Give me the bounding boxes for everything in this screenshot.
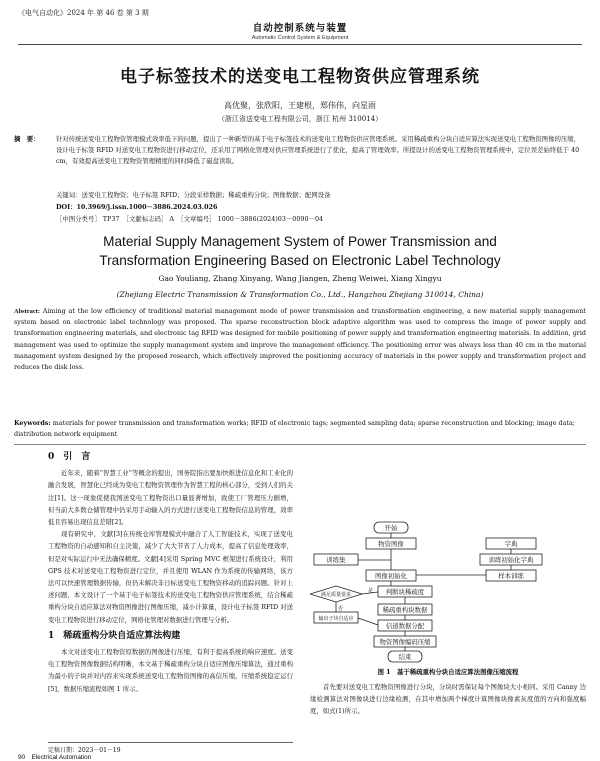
section-title-cn: 自动控制系统与装置 (252, 23, 348, 34)
section-title-en: Automatic Control System & Equipment (251, 35, 349, 41)
flow-init-dict-label: 训练初始化字典 (488, 556, 534, 564)
keywords-cn: 关键词：送变电工程物资；电子标签 RFID；分段采样数据；稀疏重构分块；图像数据；配网设备 (56, 191, 331, 199)
abstract-cn (14, 134, 586, 168)
section-1-paragraph-1: 本文对送变电工程物资原数据的图像进行压缩，有利于提高系统的响应速度。送变电工程物资图像数据结构明晰，本文基于稀疏重构分块自适应图像压缩算法，通过重构为最小的子块并对内容来实现系统送变电工程物资图像的高信压缩，压缩系统稳定运行[5]，数据压缩流程如图 1 所示。 (48, 648, 293, 693)
abstract-divider (14, 444, 586, 445)
section-0-heading: 0 引 言 (48, 452, 91, 462)
authors-en: Gao Youliang, Zhang Xinyang, Wang Jiangen, Zheng Weiwei, Xiang Xingyu (158, 274, 442, 283)
keywords-en-text: materials for power transmission and transformation works; RFID of electronic tags; segmented sampling data; sparse reconstruction and blocking; image data; distribution network equipment (14, 419, 575, 439)
abstract-en-label: Abstract: (14, 308, 40, 315)
affiliation-cn: （浙江省送变电工程有限公司，浙江 杭州 310014） (217, 115, 383, 123)
section-0-paragraph-2: 现有研究中，文献[3]在传统仓库管理模式中融合了人工智能技术，实现了送变电工程物资的自动感知和自主决策，减少了大大节省了人力成本，提高了信息处理效率，但是对实际运行中无法确保精度。文献[4]采用 Spring MVC 框架进行系统设计，利用 GPS 技术对送变电工程物资进行定位，并且使用 WLAN 作为系统的传输网络，该方法可以快速管理数据传输，但仍未解决非日标送变电工程物资移动的追踪问题。针对上述问题，本文设计了一个基于电子标签技术的送变电工程物资供应管理系统，结合稀疏重构分块自适应算法对物资图像进行图像压缩，减小计算量，设计电子标签 RFID 对送变电工程物资进行移动定位，网格化管理对数据进行管理与分析。 (48, 530, 293, 624)
flow-sample-train-label: 样本训练 (498, 572, 524, 580)
paper-title-cn: 电子标签技术的送变电工程物资供应管理系统 (120, 67, 480, 87)
flow-quality-check-label: 满足质量要求 (320, 592, 352, 598)
abstract-cn-text: 针对传统送变电工程物资管理模式效率低下的问题，提出了一种新型的基于电子标签技术的送变电工程物资供应管理系统。采用稀疏重构分块自适应算法实现送变电工程物资图像的压缩，设计电子标签 RFID 对送变电工程物资进行移动定位，还采用了网格化管理对供应管理系统进行了优化，提高了管理效率。所提设计的送变电工程物资管理系统中，定位误差始终低于 40 cm，有效提高送变电工程物资管理精度的同时降低了磁盘读取。 (56, 135, 581, 166)
paper-title-en-line1: Material Supply Management System of Power Transmission and (103, 234, 497, 249)
flow-train-set-label: 训练集 (326, 556, 346, 564)
abstract-en-text: Aiming at the low efficiency of traditional material management mode of power transmission and transformation engineering, a new material supply management system based on electronic label technology was proposed. The sparse reconstruction block adaptive algorithm was used to compress the image of power supply and transformation engineering materials, and electronic tag RFID was designed for mobile positioning of power supply and transformation engineering materials. In addition, grid management was used to optimize the supply management system and improve the management efficiency. The positioning error was always less than 40 cm in the material management system designed by the proposed research, which effectively improved the positioning accuracy of materials in the power supply and transformation project and reduces the disk loss. (14, 307, 586, 372)
affiliation-en: (Zhejiang Electric Transmission & Transformation Co., Ltd., Hangzhou Zhejiang 310014, China) (116, 290, 484, 299)
journal-reference: 《电气自动化》2024 年 第 46 卷 第 3 期 (18, 9, 149, 17)
flow-adaptive-select-label: 判断块稀疏度 (385, 588, 425, 596)
flow-result-label: 物资图像编码压缩 (379, 638, 431, 646)
paper-title-en-line2: Transformation Engineering Based on Electronic Label Technology (99, 253, 501, 268)
received-date-footnote: 定稿日期：2023－01－19 (48, 742, 293, 754)
section-1-heading: 1 稀疏重构分块自适应算法构建 (48, 630, 181, 641)
body-left-column (48, 447, 293, 695)
flow-end-label: 结束 (398, 653, 412, 661)
keywords-en-label: Keywords: (14, 419, 51, 427)
paper-title-en (0, 232, 600, 270)
doi: DOI：10.3969/j.issn.1000－3886.2024.03.026 (56, 203, 218, 211)
flow-sparse-rebuild-label: 稀疏重构块数据 (382, 606, 428, 614)
section-0-paragraph-1: 近年来，随着“智慧工业”等概念的提出，国务院指出要加快推进信息化和工业化的融合发展，智慧化已经成为变电工程物资管理作为智慧工程的核心部分，受到人们的关注[1]。这一现象促使我国送变电工程物资出口量显著增加，致使工厂管理压力剧增，但当前大多数仓储管理中仍采用手动输入的方式进行送变电工程物资信息的管理，效率低且容易出现信息差错[2]。 (48, 469, 293, 527)
flow-no-label: 否 (338, 606, 344, 612)
abstract-en (14, 306, 586, 373)
abstract-cn-label: 摘 要： (14, 135, 40, 143)
flow-output-sub-label: 输出子块自适应 (318, 616, 354, 622)
flow-dict-label: 字典 (504, 540, 518, 548)
page-number: 90 Electrical Automation (18, 754, 92, 761)
keywords-en (14, 418, 586, 440)
classification-codes: ［中图分类号］ TP37 ［文献标志码］ A ［文章编号］ 1000－3886(2024)03－0090－04 (56, 215, 324, 223)
body-right-column-lower (310, 681, 586, 718)
flow-block-data-label: 信道数据分配 (385, 622, 425, 630)
flow-init-image-label: 图像初始化 (375, 572, 407, 580)
figure-1-caption: 图 1 基于稀疏重构分块自适应算法图像压缩流程 (377, 668, 519, 676)
header-rule (18, 44, 582, 45)
flow-start-label: 开始 (384, 524, 398, 532)
section-1-paragraph-2: 首先要对送变电工程物资图像进行分块，分块时需保证每个图像块大小相同。采用 Canny 边缘检测算法对图像块进行边缘检测，在其中增加两个梯度计算图像块像素灰度值的方向和强度幅度，如式(1)所示。 (310, 683, 586, 716)
flow-image-input-label: 物资图像 (378, 540, 404, 548)
flow-yes-label: 是 (368, 588, 374, 594)
authors-cn: 高优聚，张欣阳，王建根，郑伟伟，向星雨 (224, 101, 376, 110)
figure-1-flowchart (310, 520, 586, 664)
